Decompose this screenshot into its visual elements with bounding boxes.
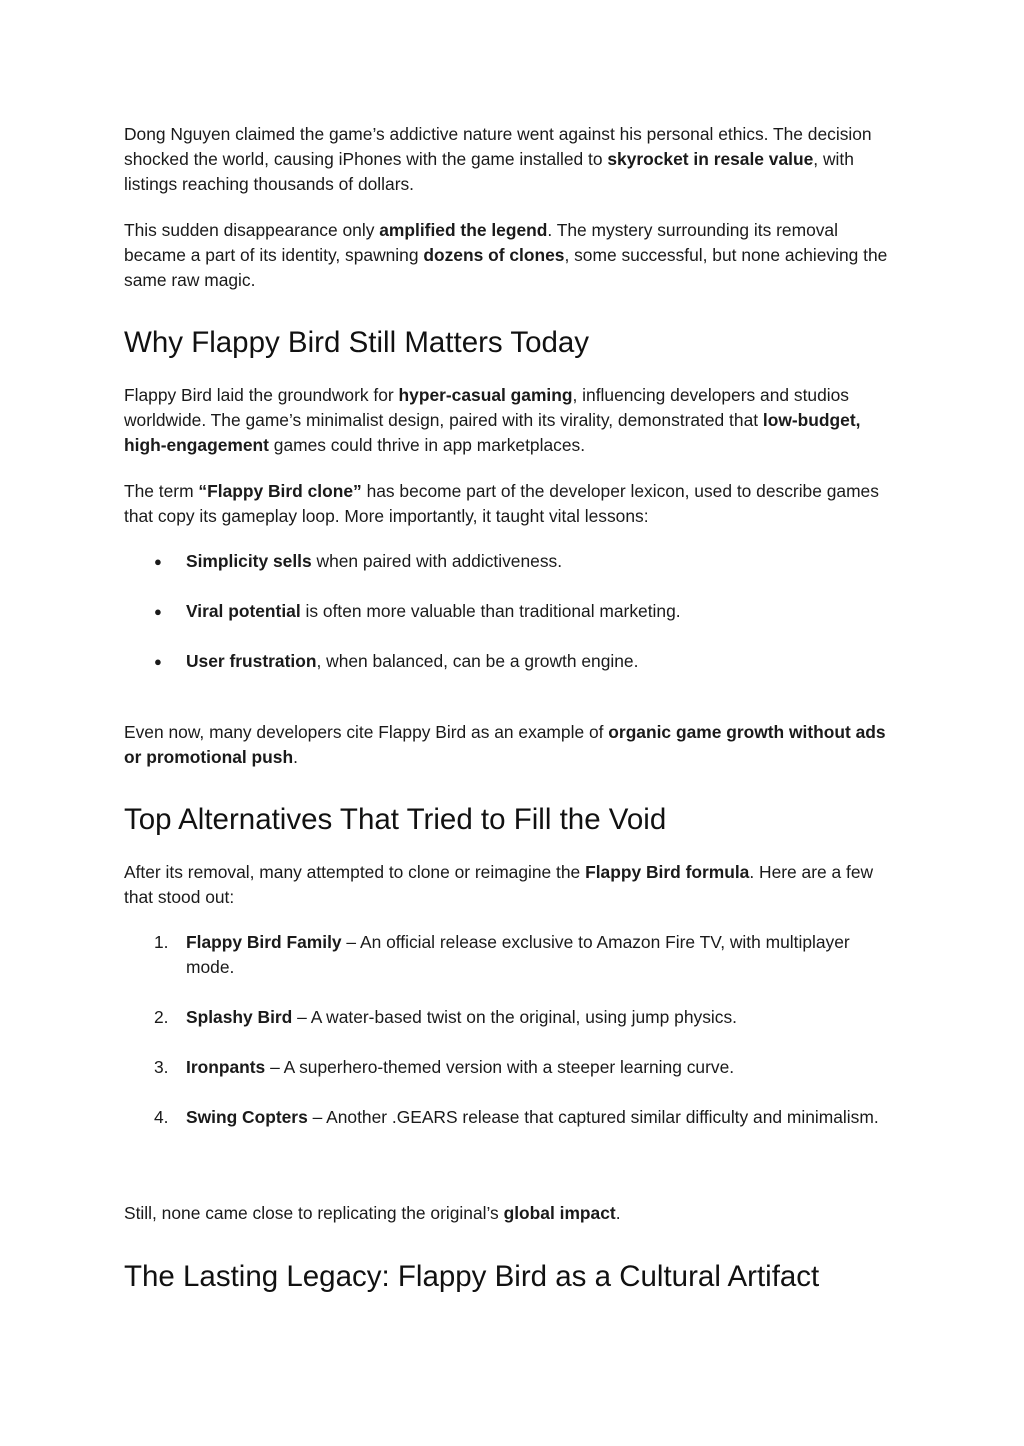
bullet-icon: ● [154,654,162,669]
heading-top-alternatives: Top Alternatives That Tried to Fill the Void [124,803,667,836]
paragraph-ethics: Dong Nguyen claimed the game’s addictive nature went against his personal ethics. The decision shocked the world, causing iPhones with the game installed to skyrocket in resale value, with listings reaching thousands of dollars. [124,124,872,194]
paragraph-groundwork: Flappy Bird laid the groundwork for hyper-casual gaming, influencing developers and studios worldwide. The game’s minimalist design, paired with its virality, demonstrated that low-budget, high-engagement games could thrive in app marketplaces. [124,385,861,455]
bullet-icon: ● [154,604,162,619]
bullet-icon: ● [154,554,162,569]
paragraph-disappearance: This sudden disappearance only amplified the legend. The mystery surrounding its removal became a part of its identity, spawning dozens of clones, some successful, but none achieving the same raw magic. [124,220,888,290]
paragraph-clone-term: The term “Flappy Bird clone” has become part of the developer lexicon, used to describe games that copy its gameplay loop. More importantly, it taught vital lessons: [124,481,879,526]
paragraph-alternatives-intro: After its removal, many attempted to clone or reimagine the Flappy Bird formula. Here are a few that stood out: [124,862,874,907]
document-page: Dong Nguyen claimed the game’s addictive nature went against his personal ethics. The decision shocked the world, causing iPhones with the game installed to skyrocket in resale value, with listings reaching thousands of dollars. This sudden disappearance only amplified the legend. The mystery surrounding its removal became a part of its identity, spawning dozens of clones, some successful, but none achieving the same raw magic. Why Flappy Bird Still Matters Today Flappy Bird laid the groundwork for hyper-casual gaming, influencing developers and studios worldwide. The game’s minimalist design, paired with its virality, demonstrated that low-budget, high-engagement games could thrive in app marketplaces. The term “Flappy Bird clone” has become part of the developer lexicon, used to describe games that copy its gameplay loop. More importantly, it taught vital lessons: ● Simplicity sells when paired with addictiveness. ● Viral potential is often more valuable than traditional marketing. ● User frustration, when balanced, can be a growth engine. Even now, many developers cite Flappy Bird as an example of organic game growth without ads or promotional push. Top Alternatives That Tried to Fill the Void After its removal, many attempted to clone or reimagine the Flappy Bird formula. Here are a few that stood out: 1. Flappy Bird Family – An official release exclusive to Amazon Fire TV, with multiplayer mode. 2. Splashy Bird – A water-based twist on the original, using jump physics. 3. Ironpants – A superhero-themed version with a steeper learning curve. 4. Swing Copters – Another .GEARS release that captured similar difficulty and minimalism. Still, none came close to replicating the original’s global impact. The Lasting Legacy: Flappy Bird as a Cultural Artifact [0,0,1024,1446]
heading-lasting-legacy: The Lasting Legacy: Flappy Bird as a Cultural Artifact [124,1260,820,1293]
paragraph-global-impact: Still, none came close to replicating the original’s global impact. [124,1203,621,1223]
heading-why-matters: Why Flappy Bird Still Matters Today [124,326,590,359]
paragraph-organic-growth: Even now, many developers cite Flappy Bird as an example of organic game growth without ads or promotional push. [124,722,886,767]
